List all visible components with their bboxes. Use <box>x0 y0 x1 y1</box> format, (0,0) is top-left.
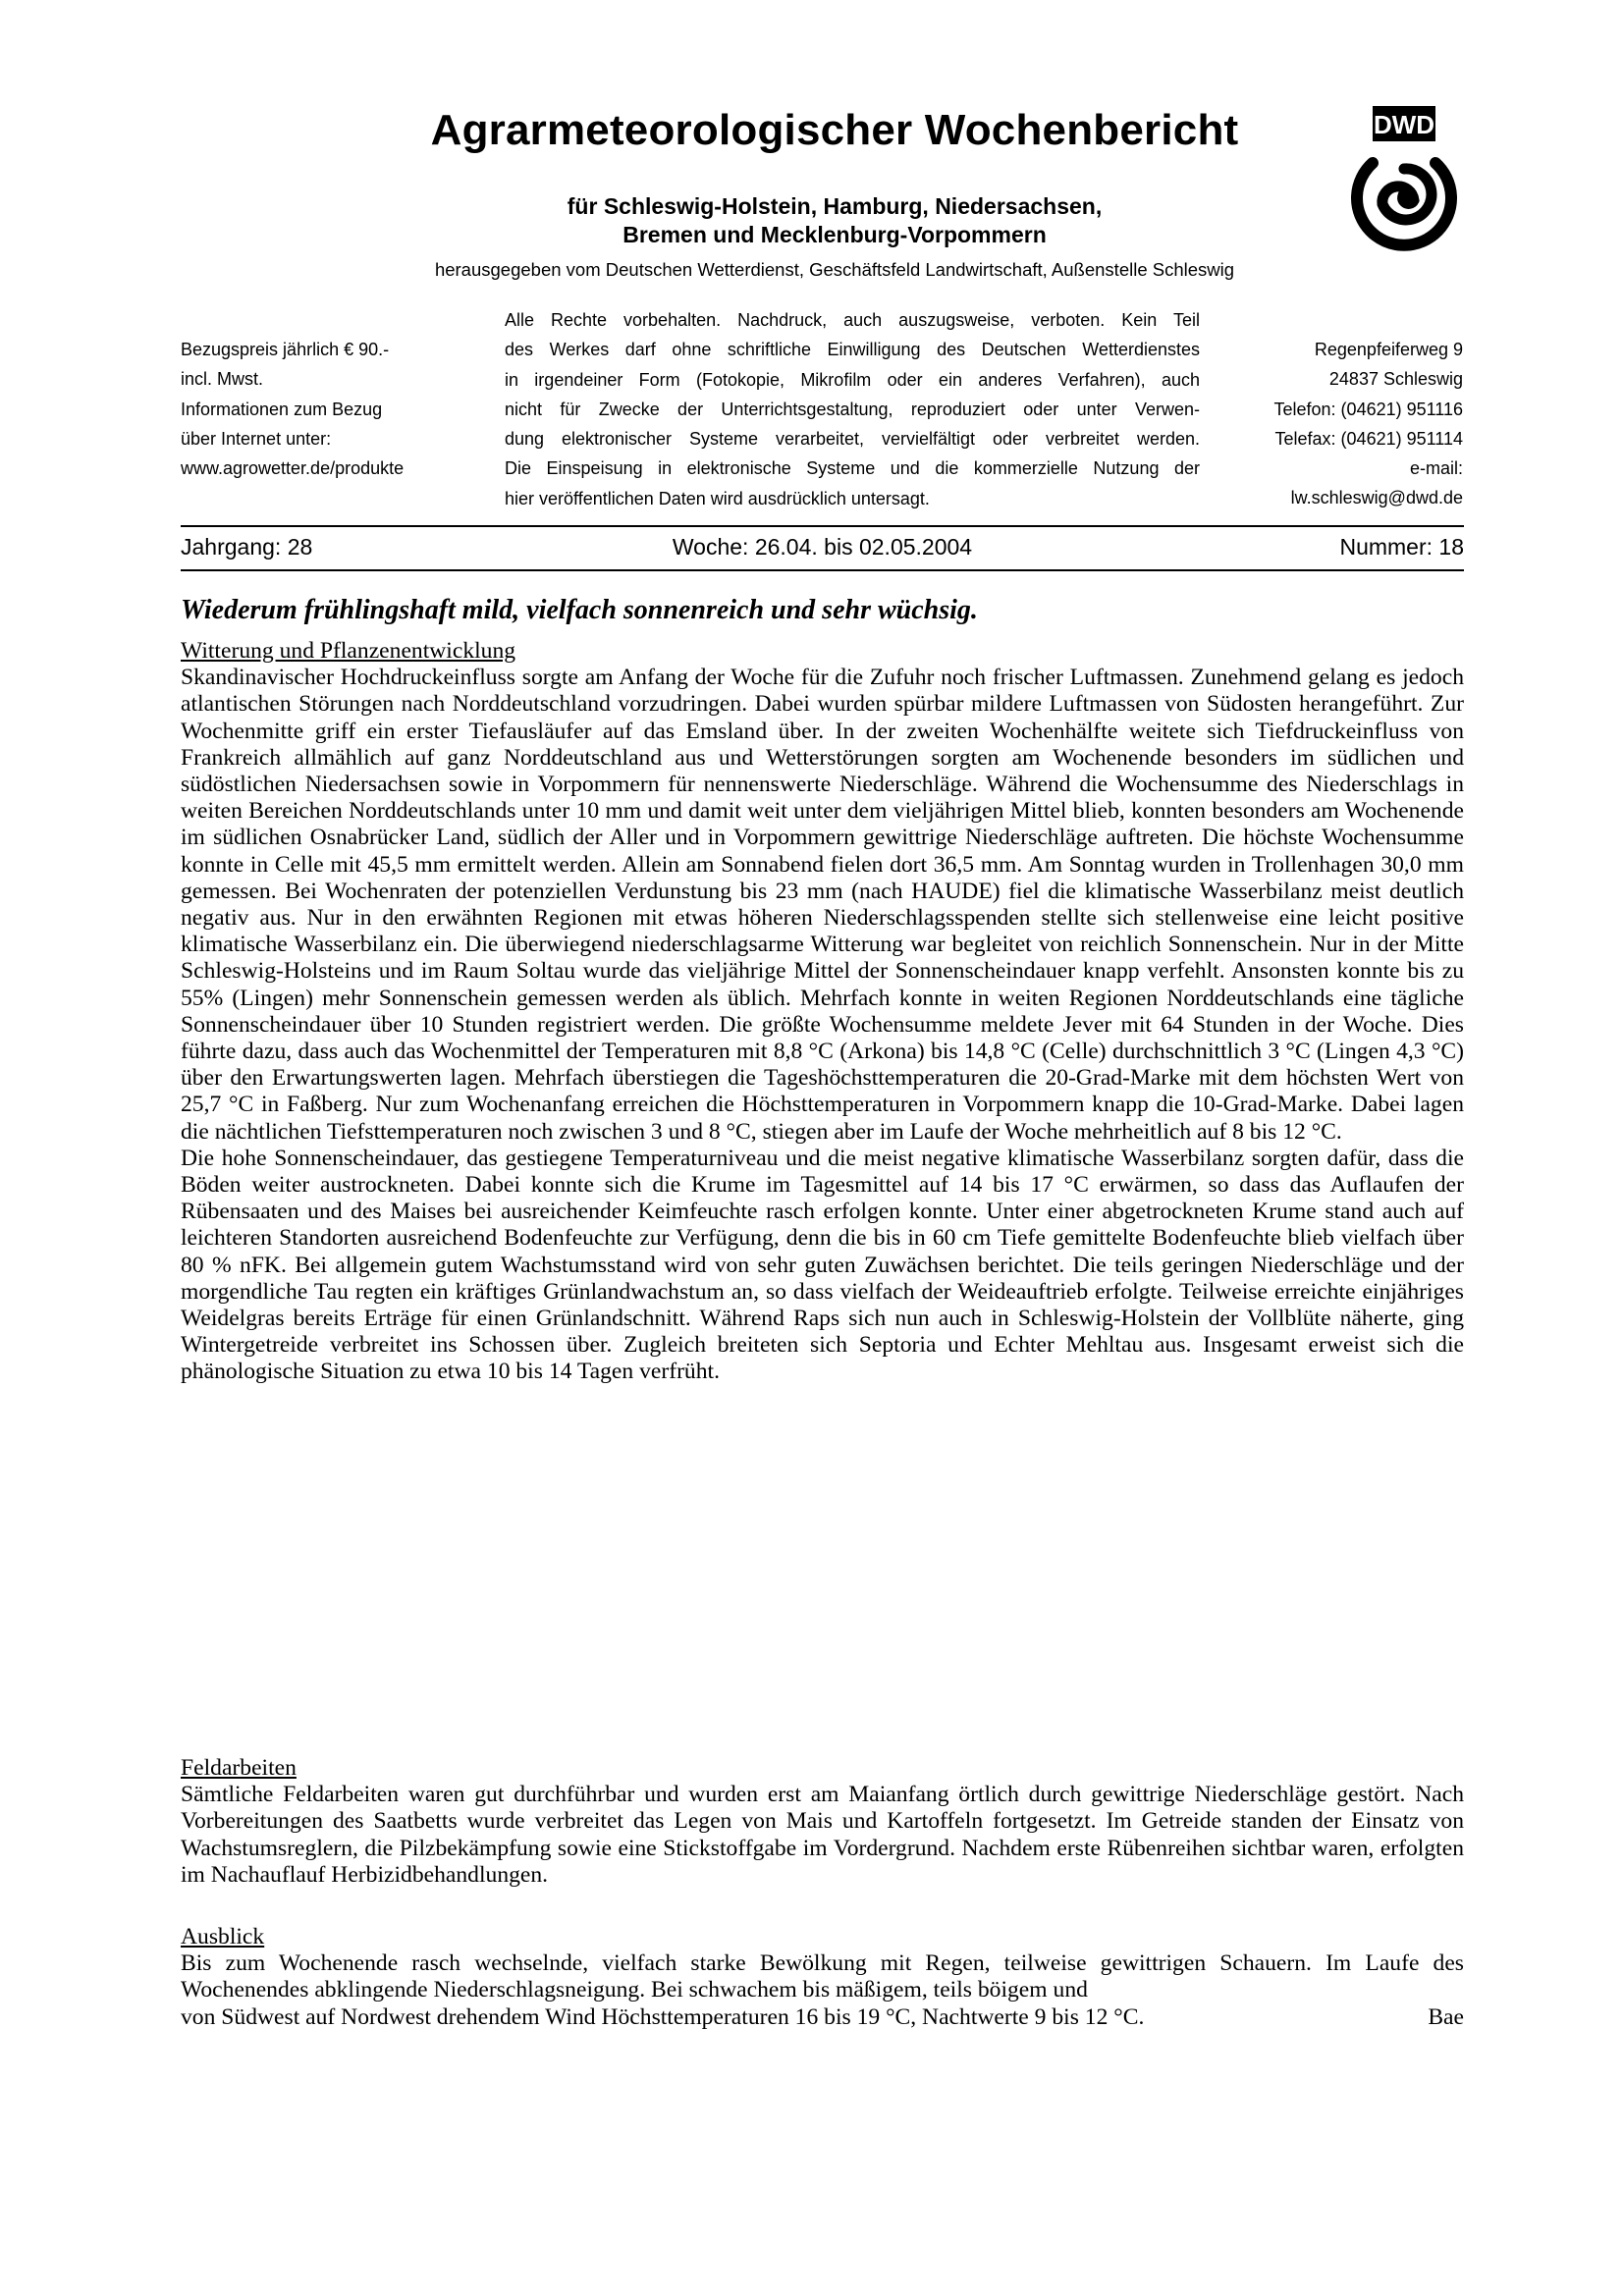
issue-divider-bottom <box>181 569 1464 571</box>
contact-address: Regenpfeiferweg 9 <box>1314 340 1463 359</box>
publisher-line: herausgegeben vom Deutschen Wetterdienst, Geschäftsfeld Landwirtschaft, Außenstelle Schleswig <box>434 259 1235 280</box>
issue-bar <box>181 534 1464 565</box>
copyright-line: dung elektronischer Systeme verarbeitet, vervielfältigt oder verbreitet werden. <box>505 429 1200 450</box>
section-heading-weather: Witterung und Pflanzenentwicklung <box>181 638 516 664</box>
subscription-info <box>181 335 475 483</box>
section-outlook <box>181 1924 1464 2031</box>
subscription-line: über Internet unter: <box>181 428 332 449</box>
contact-email[interactable]: lw.schleswig@dwd.de <box>1290 488 1463 508</box>
section-fieldwork <box>181 1755 1464 1889</box>
subscription-link[interactable]: www.agrowetter.de/produkte <box>181 458 405 479</box>
contact-fax: Telefax: (04621) 951114 <box>1274 428 1463 449</box>
contact-email-label: e-mail: <box>1409 458 1463 479</box>
subtitle-line-2: Bremen und Mecklenburg-Vorpommern <box>622 222 1047 247</box>
subscription-line: incl. Mwst. <box>181 369 264 390</box>
copyright-line: nicht für Zwecke der Unterrichtsgestaltung, reproduziert oder unter Verwen- <box>505 399 1200 419</box>
logo-label: DWD <box>1373 110 1435 139</box>
report-subtitle <box>393 192 1276 249</box>
section-heading-outlook: Ausblick <box>181 1924 265 1949</box>
weather-paragraph-2: Die hohe Sonnenscheindauer, das gestiegene Temperaturniveau und die meist negative klimatische Wasserbilanz sorgten dafür, dass die Böden weiter austrockneten. Dabei konnte sich die Krume im Tagesmittel auf 14 bis 17 °C erwärmen, so dass das Auflaufen der Rübensaaten und des Maises bei ausreichender Keimfeuchte rasch erfolgen konnte. Unter einer abgetrockneten Krume stand auch auf leichteren Standorten ausreichend Bodenfeuchte zur Verfügung, denn die bis in 60 cm Tiefe gemittelte Bodenfeuchte blieb vielfach über 80 % nFK. Bei allgemein gutem Wachstumsstand wird von sehr guten Zuwächsen berichtet. Die teils geringen Niederschläge und der morgendliche Tau regten ein kräftiges Grünlandwachstum an, so dass vielfach der Weideauftrieb erfolgte. Teilweise erreichte einjähriges Weidelgras bereits Erträge für einen Grünlandschnitt. Während Raps sich nun auch in Schleswig-Holstein der Vollblüte näherte, ging Wintergetreide verbreitet ins Schossen über. Zugleich breiteten sich Septoria und Echter Mehltau aus. Insgesamt erweist sich die phänologische Situation zu etwa 10 bis 14 Tagen verfrüht. <box>181 1145 1464 1385</box>
copyright-notice <box>505 305 1200 513</box>
copyright-line: in irgendeiner Form (Fotokopie, Mikrofilm oder ein anderes Verfahren), auch <box>505 369 1200 390</box>
outlook-last-sentence: von Südwest auf Nordwest drehendem Wind Höchsttemperaturen 16 bis 19 °C, Nachtwerte 9 bis 12 °C. <box>181 2003 1145 2030</box>
copyright-line: Alle Rechte vorbehalten. Nachdruck, auch auszugsweise, verboten. Kein Teil <box>505 310 1200 330</box>
outlook-paragraph: Bis zum Wochenende rasch wechselnde, vielfach starke Bewölkung mit Regen, teilweise gewittrigen Schauern. Im Laufe des Wochenendes abklingende Niederschlagsneigung. Bei schwachem bis mäßigem, teils böigem und <box>181 1950 1464 2003</box>
outlook-last-line <box>181 2004 1464 2031</box>
report-headline: Wiederum frühlingshaft mild, vielfach sonnenreich und sehr wüchsig. <box>181 595 978 625</box>
author-initials: Bae <box>1428 2003 1464 2030</box>
logo-spiral <box>1382 169 1432 220</box>
subtitle-line-1: für Schleswig-Holstein, Hamburg, Niedersachsen, <box>567 193 1103 219</box>
subscription-line: Bezugspreis jährlich € 90.- <box>181 340 390 359</box>
section-heading-fieldwork: Feldarbeiten <box>181 1755 297 1781</box>
copyright-line: des Werkes darf ohne schriftliche Einwilligung des Deutschen Wetterdienstes <box>505 340 1200 360</box>
contact-phone: Telefon: (04621) 951116 <box>1273 399 1463 419</box>
issue-volume: Jahrgang: 28 <box>181 534 313 560</box>
issue-number: Nummer: 18 <box>1339 534 1464 560</box>
issue-week: Woche: 26.04. bis 02.05.2004 <box>672 534 973 560</box>
weather-paragraph-1: Skandinavischer Hochdruckeinfluss sorgte am Anfang der Woche für die Zufuhr noch frischer Luftmassen. Zunehmend gelang es jedoch atlantischen Störungen nach Norddeutschland vorzudringen. Dabei wurden spürbar mildere Luftmassen von Südosten herangeführt. Zur Wochenmitte griff ein erster Tiefausläufer auf das Emsland über. In der zweiten Wochenhälfte weitete sich Tiefdruckeinfluss von Frankreich allmählich auf ganz Norddeutschland aus und Wetterstörungen sorgten am Wochenende besonders im südlichen und südöstlichen Niedersachsen sowie in Vorpommern für nennenswerte Niederschläge. Während die Wochensumme des Niederschlags in weiten Bereichen Norddeutschlands unter 10 mm und damit weit unter dem vieljährigen Mittel blieb, konnten besonders am Wochenende im südlichen Osnabrücker Land, südlich der Aller und in Vorpommern gewittrige Niederschläge auftreten. Die höchste Wochensumme konnte in Celle mit 45,5 mm ermittelt werden. Allein am Sonnabend fielen dort 36,5 mm. Am Sonntag wurden in Trollenhagen 30,0 mm gemessen. Bei Wochenraten der potenziellen Verdunstung bis 23 mm (nach HAUDE) fiel die klimatische Wasserbilanz meist deutlich negativ aus. Nur in den erwähnten Regionen mit etwas höheren Niederschlagsspenden stellte sich stellenweise eine leicht positive klimatische Wasserbilanz ein. Die überwiegend niederschlagsarme Witterung war begleitet von reichlich Sonnenschein. Nur in der Mitte Schleswig-Holsteins und im Raum Soltau wurde das vieljährige Mittel der Sonnenscheindauer knapp verfehlt. Ansonsten konnte bis zu 55% (Lingen) mehr Sonnenschein gemessen werden als üblich. Mehrfach konnte in weiten Regionen Norddeutschlands eine tägliche Sonnenscheindauer über 10 Stunden registriert werden. Die größte Wochensumme meldete Jever mit 64 Stunden in der Woche. Dies führte dazu, dass auch das Wochenmittel der Temperaturen mit 8,8 °C (Arkona) bis 14,8 °C (Celle) durchschnittlich 3 °C (Lingen 4,3 °C) über den Erwartungswerten lagen. Mehrfach überstiegen die Tageshöchsttemperaturen die 20-Grad-Marke mit dem höchsten Wert von 25,7 °C in Faßberg. Nur zum Wochenanfang erreichen die Höchsttemperaturen in Vorpommern knapp die 10-Grad-Marke. Dabei lagen die nächtlichen Tiefsttemperaturen noch zwischen 3 und 8 °C, stiegen aber im Laufe der Woche mehrheitlich auf 8 bis 12 °C. <box>181 665 1464 1145</box>
fieldwork-paragraph: Sämtliche Feldarbeiten waren gut durchführbar und wurden erst am Maianfang örtlich durch gewittrige Niederschläge gestört. Nach Vorbereitungen des Saatbetts wurde verbreitet das Legen von Mais und Kartoffeln fortgesetzt. Im Getreide standen der Einsatz von Wachstumsreglern, die Pilzbekämpfung sowie eine Stickstoffgabe im Vordergrund. Nachdem erste Rübenreihen sichtbar waren, erfolgten im Nachauflauf Herbizidbehandlungen. <box>181 1782 1464 1888</box>
contact-city: 24837 Schleswig <box>1328 369 1463 390</box>
section-weather <box>181 638 1464 1386</box>
subscription-line: Informationen zum Bezug <box>181 399 383 419</box>
issue-divider-top <box>181 525 1464 527</box>
copyright-line: hier veröffentlichen Daten wird ausdrücklich untersagt. <box>505 488 930 508</box>
report-title: Agrarmeteorologischer Wochenbericht <box>430 106 1239 154</box>
contact-info <box>1198 335 1463 513</box>
dwd-logo-icon <box>1345 102 1463 259</box>
copyright-line: Die Einspeisung in elektronische Systeme und die kommerzielle Nutzung der <box>505 458 1200 479</box>
